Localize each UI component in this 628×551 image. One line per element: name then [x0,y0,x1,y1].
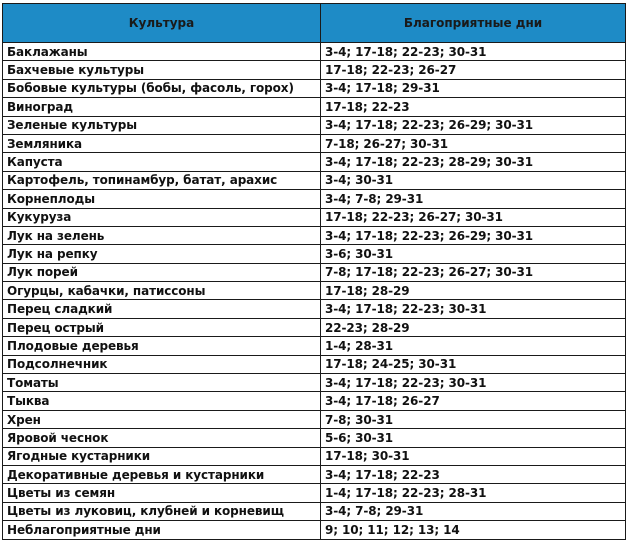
crop-cell: Лук порей [3,263,321,281]
favorable-days-cell: 17-18; 30-31 [321,447,626,465]
crop-cell: Виноград [3,98,321,116]
table-header-row [3,4,626,43]
table-row [3,282,626,300]
table-row [3,190,626,208]
crop-cell: Земляника [3,134,321,152]
planting-calendar-table [2,3,626,540]
crop-cell: Лук на зелень [3,226,321,244]
table-row [3,484,626,502]
crop-cell: Бахчевые культуры [3,61,321,79]
favorable-days-cell: 1-4; 17-18; 22-23; 28-31 [321,484,626,502]
table-row [3,502,626,520]
header-favorable-days: Благоприятные дни [321,4,626,43]
header-crop: Культура [3,4,321,43]
crop-cell: Цветы из луковиц, клубней и корневищ [3,502,321,520]
table-row [3,134,626,152]
crop-cell: Тыква [3,392,321,410]
table-row [3,61,626,79]
favorable-days-cell: 3-4; 17-18; 29-31 [321,79,626,97]
table-row [3,226,626,244]
favorable-days-cell: 3-6; 30-31 [321,245,626,263]
crop-cell: Капуста [3,153,321,171]
favorable-days-cell: 17-18; 28-29 [321,282,626,300]
crop-cell: Ягодные кустарники [3,447,321,465]
favorable-days-cell: 7-8; 17-18; 22-23; 26-27; 30-31 [321,263,626,281]
favorable-days-cell: 3-4; 7-8; 29-31 [321,190,626,208]
table-row [3,465,626,483]
table-body [3,43,626,540]
crop-cell: Бобовые культуры (бобы, фасоль, горох) [3,79,321,97]
favorable-days-cell: 3-4; 17-18; 22-23; 26-29; 30-31 [321,226,626,244]
crop-cell: Подсолнечник [3,355,321,373]
table-row [3,318,626,336]
favorable-days-cell: 5-6; 30-31 [321,429,626,447]
table-row [3,245,626,263]
favorable-days-cell: 3-4; 7-8; 29-31 [321,502,626,520]
favorable-days-cell: 7-8; 30-31 [321,410,626,428]
crop-cell: Кукуруза [3,208,321,226]
crop-cell: Корнеплоды [3,190,321,208]
crop-cell: Перец сладкий [3,300,321,318]
crop-cell: Томаты [3,374,321,392]
favorable-days-cell: 3-4; 30-31 [321,171,626,189]
table-row [3,98,626,116]
table-row [3,263,626,281]
table-row [3,374,626,392]
crop-cell: Лук на репку [3,245,321,263]
crop-cell: Баклажаны [3,43,321,61]
table-row [3,208,626,226]
favorable-days-cell: 1-4; 28-31 [321,337,626,355]
favorable-days-cell: 22-23; 28-29 [321,318,626,336]
crop-cell: Картофель, топинамбур, батат, арахис [3,171,321,189]
favorable-days-cell: 17-18; 24-25; 30-31 [321,355,626,373]
favorable-days-cell: 7-18; 26-27; 30-31 [321,134,626,152]
favorable-days-cell: 17-18; 22-23; 26-27; 30-31 [321,208,626,226]
favorable-days-cell: 3-4; 17-18; 22-23; 30-31 [321,374,626,392]
table-row [3,116,626,134]
crop-cell: Зеленые культуры [3,116,321,134]
table-row [3,521,626,539]
favorable-days-cell: 9; 10; 11; 12; 13; 14 [321,521,626,539]
table-row [3,153,626,171]
crop-cell: Цветы из семян [3,484,321,502]
table-row [3,447,626,465]
crop-cell: Огурцы, кабачки, патиссоны [3,282,321,300]
table-row [3,429,626,447]
table-row [3,337,626,355]
calendar-table-container [2,3,625,540]
favorable-days-cell: 3-4; 17-18; 22-23; 30-31 [321,43,626,61]
table-row [3,43,626,61]
crop-cell: Перец острый [3,318,321,336]
crop-cell: Неблагоприятные дни [3,521,321,539]
favorable-days-cell: 3-4; 17-18; 22-23 [321,465,626,483]
favorable-days-cell: 3-4; 17-18; 26-27 [321,392,626,410]
crop-cell: Плодовые деревья [3,337,321,355]
favorable-days-cell: 3-4; 17-18; 22-23; 26-29; 30-31 [321,116,626,134]
table-row [3,79,626,97]
table-row [3,300,626,318]
table-row [3,410,626,428]
crop-cell: Декоративные деревья и кустарники [3,465,321,483]
table-row [3,355,626,373]
table-row [3,392,626,410]
crop-cell: Хрен [3,410,321,428]
favorable-days-cell: 3-4; 17-18; 22-23; 28-29; 30-31 [321,153,626,171]
favorable-days-cell: 3-4; 17-18; 22-23; 30-31 [321,300,626,318]
favorable-days-cell: 17-18; 22-23; 26-27 [321,61,626,79]
table-row [3,171,626,189]
crop-cell: Яровой чеснок [3,429,321,447]
favorable-days-cell: 17-18; 22-23 [321,98,626,116]
